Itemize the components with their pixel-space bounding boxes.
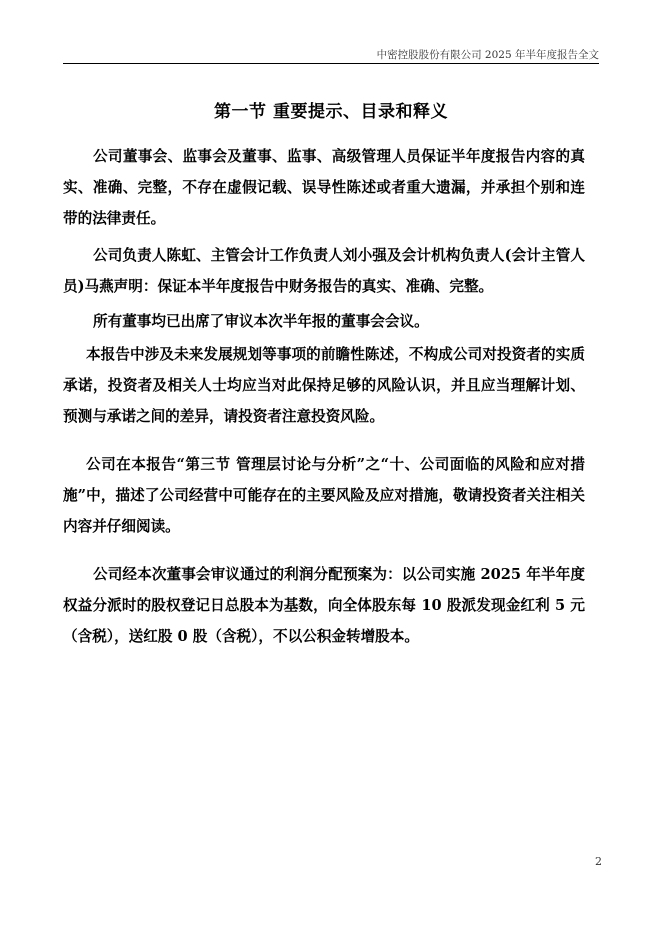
- page-header: 中密控股股份有限公司 2025 年半年度报告全文: [376, 49, 599, 61]
- page-number: 2: [595, 855, 602, 868]
- paragraph-risk-reference: 公司在本报告“第三节 管理层讨论与分析”之“十、公司面临的风险和应对措施”中，描述了公司经营中可能存在的主要风险及应对措施，敬请投资者关注相关内容并仔细阅读。: [63, 456, 585, 535]
- paragraph-directors-attendance: 所有董事均已出席了审议本次半年报的董事会会议。: [93, 313, 429, 330]
- paragraph-responsible-persons-statement: 公司负责人陈虹、主管会计工作负责人刘小强及会计机构负责人(会计主管人员)马燕声明：保证本半年度报告中财务报告的真实、准确、完整。: [63, 247, 585, 295]
- section-title: 第一节 重要提示、目录和释义: [214, 102, 448, 122]
- paragraph-profit-distribution: 公司经本次董事会审议通过的利润分配预案为：以公司实施 2025 年半年度权益分派时的股权登记日总股本为基数，向全体股东每 10 股派发现金红利 5 元（含税），送红股 0 股（含税），不以公积金转增股本。: [63, 566, 585, 645]
- paragraph-forward-looking-statement: 本报告中涉及未来发展规划等事项的前瞻性陈述，不构成公司对投资者的实质承诺，投资者及相关人士均应当对此保持足够的风险认识，并且应当理解计划、预测与承诺之间的差异，请投资者注意投资风险。: [63, 346, 585, 425]
- paragraph-board-guarantee: 公司董事会、监事会及董事、监事、高级管理人员保证半年度报告内容的真实、准确、完整，不存在虚假记载、误导性陈述或者重大遗漏，并承担个别和连带的法律责任。: [63, 148, 585, 227]
- header-divider: [63, 63, 599, 64]
